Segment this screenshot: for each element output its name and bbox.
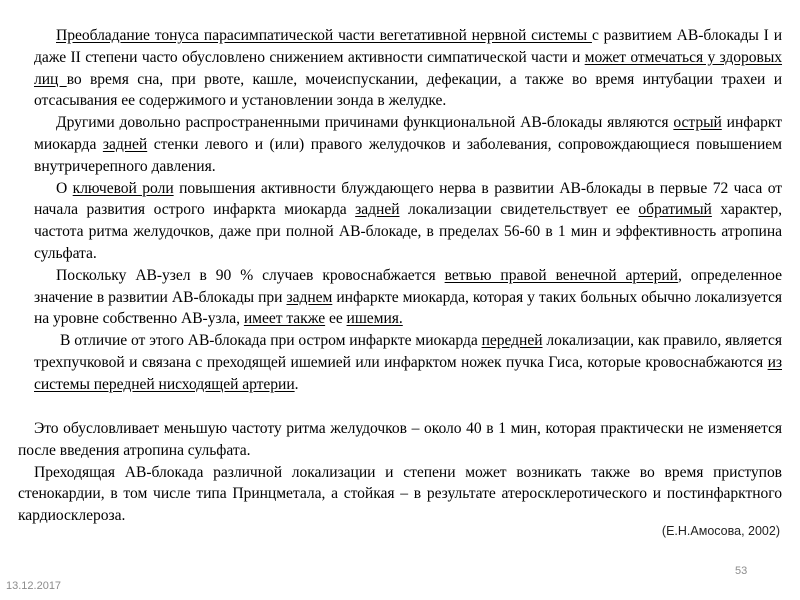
underlined-text: задней xyxy=(355,201,400,219)
text-block-main xyxy=(34,25,782,396)
underlined-text: заднем xyxy=(286,288,333,306)
underlined-text: имеет также xyxy=(243,310,326,328)
text-span: Преходящая АВ-блокада различной локализации и степени может возникать также во время приступов стенокардии, в том числе типа Принцметала, а стойкая – в результате атеросклеротического и постинфарктного кардиосклероза. xyxy=(18,463,782,525)
text-span: , определенное значение в развитии АВ-блокады при xyxy=(34,266,782,306)
text-span: инфаркт миокарда xyxy=(34,114,782,153)
text-span: инфаркте миокарда, которая у таких больных обычно локализуется на уровне собственно АВ-узла, xyxy=(34,288,783,328)
underlined-text: ишемия. xyxy=(346,310,403,328)
text-span: . xyxy=(294,375,299,393)
underlined-text: ключевой роли xyxy=(72,179,174,197)
underlined-text: обратимый xyxy=(638,201,712,219)
text-span: Поскольку АВ-узел в 90 % случаев кровоснабжается xyxy=(56,266,445,284)
underlined-text: острый xyxy=(673,114,722,132)
underlined-text: Преобладание тонуса парасимпатической части вегетативной нервной системы xyxy=(56,27,592,44)
text-span: стенки левого и (или) правого желудочков и заболевания, сопровождающиеся повышением внутричерепного давления. xyxy=(34,135,782,175)
citation: (Е.Н.Амосова, 2002) xyxy=(661,524,780,538)
text-span: характер, частота ритма желудочков, даже при полной АВ-блокаде, в пределах 56-60 в 1 мин и эффективность атропина сульфата. xyxy=(34,201,783,262)
text-span: В отличие от этого АВ-блокада при остром инфаркте миокарда xyxy=(60,332,482,350)
underlined-text: из системы передней нисходящей артерии xyxy=(34,353,782,393)
paragraph xyxy=(34,330,782,395)
text-span: локализации свидетельствует ее xyxy=(399,201,639,219)
underlined-text: ветвью правой венечной артерий xyxy=(444,266,678,284)
text-span: Другими довольно распространенными причинами функциональной АВ-блокады являются xyxy=(56,114,674,132)
text-span: локализации, как правило, является трехпучковой и связана с преходящей ишемией или инфарктом ножек пучка Гиса, которые кровоснабжаются xyxy=(34,332,782,371)
slide-date: 13.12.2017 xyxy=(6,580,62,592)
page-number: 53 xyxy=(735,565,748,577)
text-span: во время сна, при рвоте, кашле, мочеиспускании, дефекации, а также во время интубации трахеи и отсасывания ее содержимого и установлении зонда в желудке. xyxy=(34,70,783,110)
paragraph xyxy=(34,25,782,112)
underlined-text: может отмечаться у здоровых лиц xyxy=(34,48,783,88)
underlined-text: передней xyxy=(481,332,543,350)
paragraph xyxy=(18,418,782,462)
text-span: ее xyxy=(325,310,347,328)
text-span: с развитием АВ-блокады I и даже II степени часто обусловлено снижением активности симпатической части и xyxy=(34,27,782,66)
text-span: повышения активности блуждающего нерва в развитии АВ-блокады в первые 72 часа от начала развития острого инфаркта миокарда xyxy=(34,179,783,219)
paragraph xyxy=(34,178,782,265)
text-span: Это обусловливает меньшую частоту ритма желудочков – около 40 в 1 мин, которая практически не изменяется после введения атропина сульфата. xyxy=(18,420,782,459)
paragraph xyxy=(18,462,782,527)
text-span: О xyxy=(56,179,73,197)
paragraph xyxy=(34,265,782,330)
text-block-secondary xyxy=(18,418,782,527)
underlined-text: задней xyxy=(102,135,148,153)
paragraph xyxy=(34,112,782,177)
